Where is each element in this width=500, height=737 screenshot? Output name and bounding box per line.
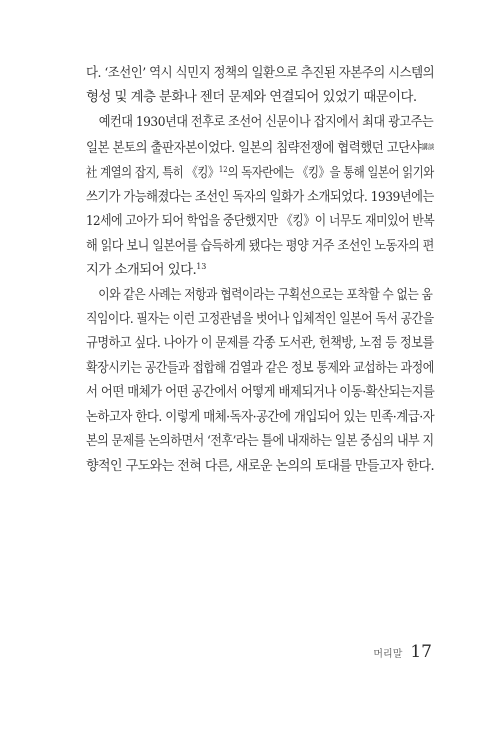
text-line bbox=[86, 135, 435, 161]
text-line-part: 社 계열의 잡지, 특히 《킹》 bbox=[86, 165, 219, 181]
page-number: 17 bbox=[410, 642, 432, 662]
footnote-ref: 13 bbox=[196, 262, 207, 272]
paragraph-3 bbox=[86, 284, 434, 479]
text-line: 예컨대 1930년대 전후로 조선어 신문이나 잡지에서 최대 광고주는 bbox=[98, 114, 434, 130]
text-line: 이와 같은 사례는 저항과 협력이라는 구획선으로는 포착할 수 없는 움 bbox=[98, 287, 433, 303]
text-line: 직임이다. 필자는 이런 고정관념을 벗어나 입체적인 일본어 독서 공간을 bbox=[86, 312, 434, 328]
body-text bbox=[86, 62, 434, 479]
text-line-part: 의 독자란에는 《킹》을 통해 일본어 읽기와 bbox=[227, 165, 434, 181]
page-footer bbox=[373, 642, 432, 662]
text-line: 12세에 고아가 되어 학업을 중단했지만 《킹》이 너무도 재미있어 반복 bbox=[86, 214, 435, 230]
paragraph-1 bbox=[86, 62, 434, 111]
text-line: 확장시키는 공간들과 접합해 검열과 같은 정보 통제와 교섭하는 과정에 bbox=[86, 360, 434, 376]
text-line: 논하고자 한다. 이렇게 매체·독자·공간에 개입되어 있는 민족·계급·자 bbox=[86, 409, 435, 425]
ruby-annotation: 講談 bbox=[421, 143, 435, 152]
text-line: 향적인 구도와는 전혀 다른, 새로운 논의의 토대를 만들고자 한다. bbox=[86, 458, 435, 474]
text-line-part: 일본 본토의 출판자본이었다. 일본의 침략전쟁에 협력했던 고단샤 bbox=[86, 141, 422, 157]
footnote-ref: 12 bbox=[218, 164, 228, 174]
text-line: 본의 문제를 논의하면서 ‘전후’라는 틀에 내재하는 일본 중심의 내부 지 bbox=[86, 434, 434, 450]
paragraph-2 bbox=[86, 111, 434, 284]
text-line bbox=[86, 162, 434, 186]
text-line: 규명하고 싶다. 나아가 이 문제를 각종 도서관, 헌책방, 노점 등 정보를 bbox=[86, 336, 434, 352]
running-head: 머리말 bbox=[373, 649, 403, 660]
text-line: 해 읽다 보니 일본어를 습득하게 됐다는 평양 거주 조선인 노동자의 편 bbox=[86, 238, 434, 254]
text-line: 서 어떤 매체가 어떤 공간에서 어떻게 배제되거나 이동·확산되는지를 bbox=[86, 385, 435, 401]
text-line: 쓰기가 가능해졌다는 조선인 독자의 일화가 소개되었다. 1939년에는 bbox=[86, 190, 434, 206]
text-line: 형성 및 계층 분화나 젠더 문제와 연결되어 있었기 때문이다. bbox=[86, 90, 417, 106]
text-line bbox=[86, 259, 434, 283]
text-line: 다. ‘조선인’ 역시 식민지 정책의 일환으로 추진된 자본주의 시스템의 bbox=[86, 66, 435, 81]
text-line-part: 지가 소개되어 있다. bbox=[86, 263, 197, 279]
